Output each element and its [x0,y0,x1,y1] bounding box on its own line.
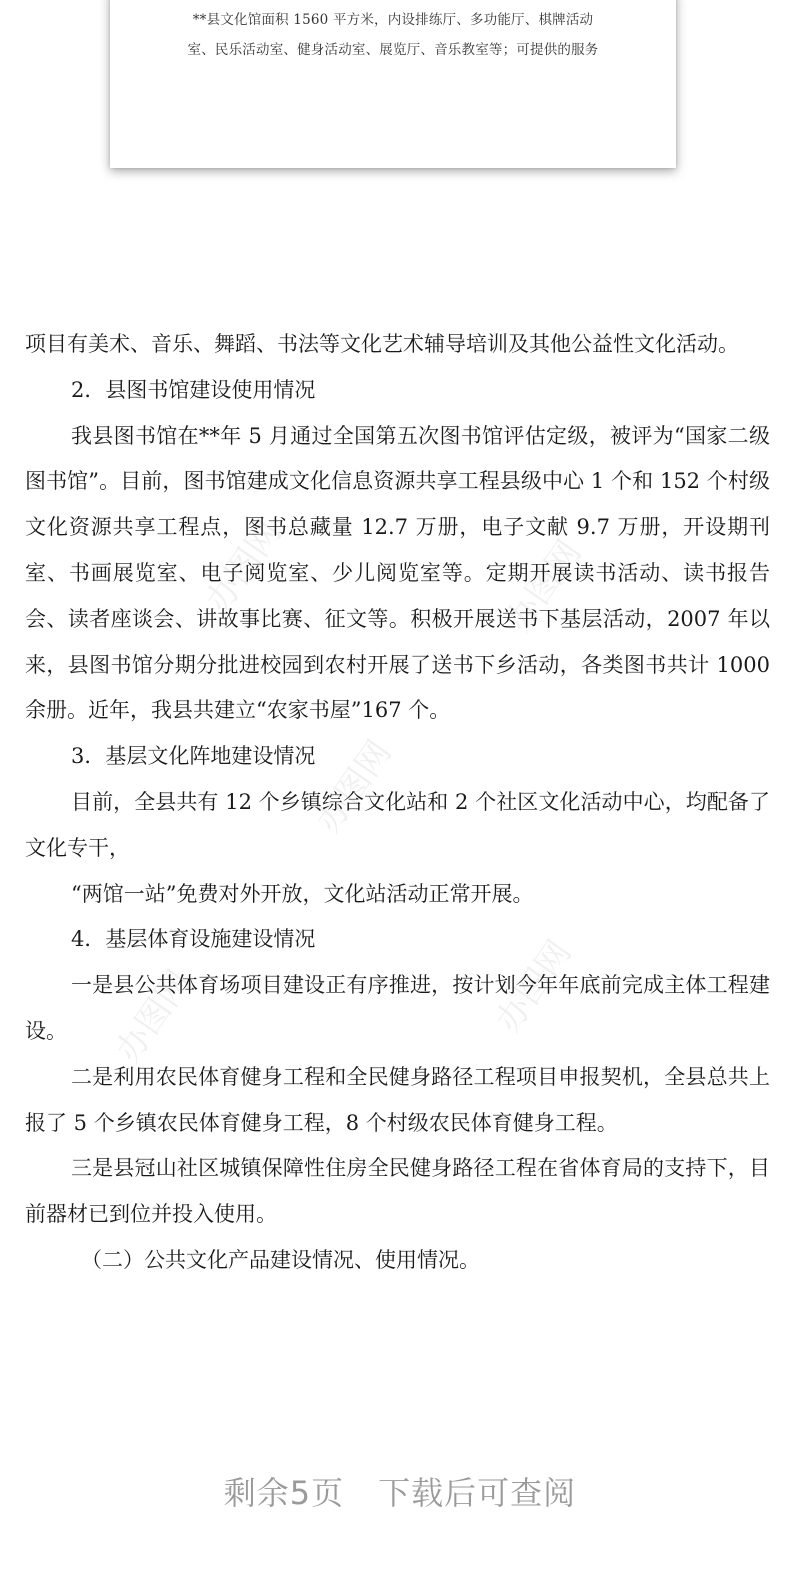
paragraph-sports-3: 三是县冠山社区城镇保障性住房全民健身路径工程在省体育局的支持下，目前器材已到位并投入使用。 [25,1156,770,1227]
section-heading-public-culture-products: （二）公共文化产品建设情况、使用情况。 [81,1247,480,1272]
watermark: 办图网 [488,933,580,1040]
card-text-line-1: **县文化馆面积 1560 平方米，内设排练厅、多功能厅、棋牌活动 [192,12,594,28]
watermark: 办图网 [198,513,290,620]
section-heading-sports: 4．基层体育设施建设情况 [71,927,316,952]
download-to-view-label: 下载后可查阅 [378,1474,577,1512]
section-heading-library: 2．县图书馆建设使用情况 [71,377,316,402]
document-body [25,322,770,1284]
paragraph-continuation: 项目有美术、音乐、舞蹈、书法等文化艺术辅导培训及其他公益性文化活动。 [25,332,739,356]
remaining-pages-label: 剩余5页 [223,1474,345,1512]
preview-page-card [110,0,676,168]
paragraph-sports-1: 一是县公共体育场项目建设正有序推进，按计划今年年底前完成主体工程建设。 [25,973,770,1043]
paragraph-sports-2: 二是利用农民体育健身工程和全民健身路径工程项目申报契机，全县总共上报了 5 个乡镇农民体育健身工程，8 个村级农民体育健身工程。 [25,1064,770,1135]
paragraph-free-opening: “两馆一站”免费对外开放，文化站活动正常开展。 [71,881,534,906]
download-prompt[interactable] [0,1468,800,1514]
section-heading-grassroots-culture: 3．基层文化阵地建设情况 [71,744,316,769]
watermark: 办图网 [108,963,200,1070]
watermark: 办图网 [498,533,590,640]
paragraph-culture-stations: 目前，全县共有 12 个乡镇综合文化站和 2 个社区文化活动中心，均配备了文化专干， [25,789,770,860]
watermark: 办图网 [308,733,400,840]
paragraph-library: 我县图书馆在**年 5 月通过全国第五次图书馆评估定级，被评为“国家二级图书馆”。目前，图书馆建成文化信息资源共享工程县级中心 1 个和 152 个村级文化资源共享工程点，图书总藏量 12.7 万册，电子文献 9.7 万册，开设期刊室、书画展览室、电子阅览室、少儿阅览室等。定期开展读书活动、读书报告会、读者座谈会、讲故事比赛、征文等。积极开展送书下基层活动，2007 年以来，县图书馆分期分批进校园到农村开展了送书下乡活动，各类图书共计 1000 余册。近年，我县共建立“农家书屋”167 个。 [25,423,770,723]
card-text-line-2: 室、民乐活动室、健身活动室、展览厅、音乐教室等；可提供的服务 [187,42,599,58]
